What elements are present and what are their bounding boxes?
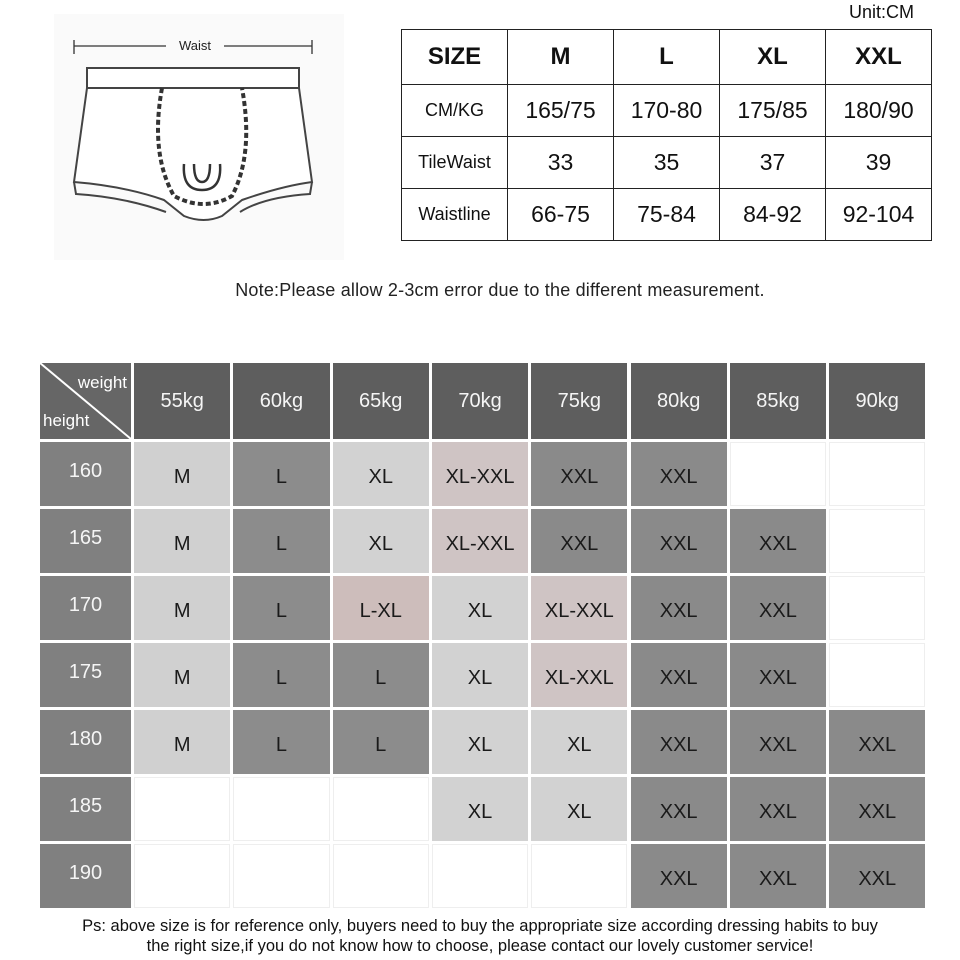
table-cell: 37 bbox=[720, 137, 826, 189]
height-header: 185 bbox=[40, 777, 131, 841]
size-grid-cell: XXL bbox=[631, 509, 727, 573]
table-cell: 84-92 bbox=[720, 189, 826, 241]
size-grid-cell: XXL bbox=[730, 710, 826, 774]
size-grid-cell bbox=[134, 777, 230, 841]
size-header-label: SIZE bbox=[402, 30, 508, 85]
size-grid-cell: XXL bbox=[631, 643, 727, 707]
size-grid-cell: L bbox=[233, 710, 329, 774]
unit-label: Unit:CM bbox=[848, 2, 914, 22]
weight-header: 70kg bbox=[432, 363, 528, 439]
size-grid-cell bbox=[829, 643, 925, 707]
grid-corner bbox=[40, 363, 131, 439]
weight-header: 65kg bbox=[333, 363, 429, 439]
waistband bbox=[87, 68, 299, 88]
weight-header: 85kg bbox=[730, 363, 826, 439]
waist-label: Waist bbox=[178, 38, 212, 53]
corner-weight-label: weight bbox=[77, 373, 127, 392]
size-grid-cell: XXL bbox=[631, 777, 727, 841]
size-grid-cell: XL bbox=[432, 710, 528, 774]
size-grid-cell bbox=[233, 844, 329, 908]
weight-header: 55kg bbox=[134, 363, 230, 439]
size-grid-cell: XL-XXL bbox=[531, 576, 627, 640]
row-label: Waistline bbox=[402, 189, 508, 241]
size-grid-cell: XL bbox=[531, 710, 627, 774]
size-table-header bbox=[402, 30, 932, 85]
size-grid-cell: XL bbox=[531, 777, 627, 841]
size-header-l: L bbox=[614, 30, 720, 85]
size-grid-cell: L bbox=[333, 710, 429, 774]
size-grid-cell: L bbox=[233, 442, 329, 506]
height-header: 165 bbox=[40, 509, 131, 573]
size-grid-cell: XL-XXL bbox=[432, 509, 528, 573]
row-label: TileWaist bbox=[402, 137, 508, 189]
size-table-row bbox=[402, 85, 932, 137]
size-grid-cell: XL bbox=[432, 576, 528, 640]
weight-header: 90kg bbox=[829, 363, 925, 439]
height-header: 175 bbox=[40, 643, 131, 707]
size-grid-cell: M bbox=[134, 442, 230, 506]
footer-line-1: Ps: above size is for reference only, buyers need to buy the appropriate size according dressing habits to buy bbox=[82, 917, 878, 935]
size-grid-cell bbox=[333, 777, 429, 841]
size-grid-cell: XXL bbox=[730, 777, 826, 841]
size-grid-cell: XXL bbox=[829, 710, 925, 774]
height-header: 160 bbox=[40, 442, 131, 506]
size-grid-cell bbox=[134, 844, 230, 908]
table-cell: 180/90 bbox=[826, 85, 932, 137]
size-grid-cell: XXL bbox=[631, 844, 727, 908]
weight-header: 80kg bbox=[631, 363, 727, 439]
size-grid-cell: XXL bbox=[829, 844, 925, 908]
size-grid-cell: L bbox=[333, 643, 429, 707]
size-grid-cell: XXL bbox=[531, 509, 627, 573]
size-grid-cell: M bbox=[134, 710, 230, 774]
size-grid-cell: M bbox=[134, 643, 230, 707]
corner-height-label: height bbox=[43, 411, 90, 430]
table-cell: 66-75 bbox=[508, 189, 614, 241]
size-grid-cell: M bbox=[134, 576, 230, 640]
size-grid-cell: L bbox=[233, 576, 329, 640]
size-grid-cell bbox=[829, 509, 925, 573]
size-grid-cell: XXL bbox=[829, 777, 925, 841]
row-label: CM/KG bbox=[402, 85, 508, 137]
size-grid-cell: XL-XXL bbox=[531, 643, 627, 707]
table-cell: 39 bbox=[826, 137, 932, 189]
size-grid-cell: L bbox=[233, 643, 329, 707]
size-grid-cell bbox=[233, 777, 329, 841]
size-grid-cell bbox=[829, 442, 925, 506]
height-header: 170 bbox=[40, 576, 131, 640]
size-header-m: M bbox=[508, 30, 614, 85]
size-grid-cell: XXL bbox=[730, 576, 826, 640]
size-grid-cell bbox=[333, 844, 429, 908]
size-table bbox=[401, 29, 932, 241]
size-grid-cell: XL bbox=[333, 442, 429, 506]
table-cell: 175/85 bbox=[720, 85, 826, 137]
size-grid-cell: XL bbox=[432, 643, 528, 707]
height-header: 190 bbox=[40, 844, 131, 908]
size-grid-cell: L bbox=[233, 509, 329, 573]
footer-line-2: the right size,if you do not know how to choose, please contact our lovely customer service! bbox=[146, 937, 814, 955]
boxer-briefs-illustration bbox=[54, 14, 344, 260]
size-grid-cell bbox=[829, 576, 925, 640]
size-grid-cell: XXL bbox=[631, 442, 727, 506]
size-grid-cell bbox=[531, 844, 627, 908]
size-grid-cell: XXL bbox=[730, 844, 826, 908]
table-cell: 35 bbox=[614, 137, 720, 189]
size-table-row bbox=[402, 137, 932, 189]
weight-header: 75kg bbox=[531, 363, 627, 439]
size-grid-cell: XL-XXL bbox=[432, 442, 528, 506]
table-cell: 165/75 bbox=[508, 85, 614, 137]
table-cell: 170-80 bbox=[614, 85, 720, 137]
size-grid-cell bbox=[432, 844, 528, 908]
size-grid-cell: XXL bbox=[531, 442, 627, 506]
size-grid-cell: XL bbox=[333, 509, 429, 573]
table-cell: 75-84 bbox=[614, 189, 720, 241]
size-grid-cell: XXL bbox=[631, 710, 727, 774]
size-grid-cell: M bbox=[134, 509, 230, 573]
size-grid-cell bbox=[730, 442, 826, 506]
table-cell: 33 bbox=[508, 137, 614, 189]
weight-header: 60kg bbox=[233, 363, 329, 439]
size-grid bbox=[40, 363, 924, 905]
footer-disclaimer bbox=[0, 916, 960, 956]
size-grid-cell: L-XL bbox=[333, 576, 429, 640]
measurement-note: Note:Please allow 2-3cm error due to the different measurement. bbox=[235, 280, 765, 300]
size-header-xl: XL bbox=[720, 30, 826, 85]
table-cell: 92-104 bbox=[826, 189, 932, 241]
size-grid-cell: XL bbox=[432, 777, 528, 841]
size-grid-cell: XXL bbox=[730, 509, 826, 573]
size-grid-cell: XXL bbox=[730, 643, 826, 707]
size-grid-cell: XXL bbox=[631, 576, 727, 640]
height-header: 180 bbox=[40, 710, 131, 774]
size-header-xxl: XXL bbox=[826, 30, 932, 85]
size-table-row bbox=[402, 189, 932, 241]
